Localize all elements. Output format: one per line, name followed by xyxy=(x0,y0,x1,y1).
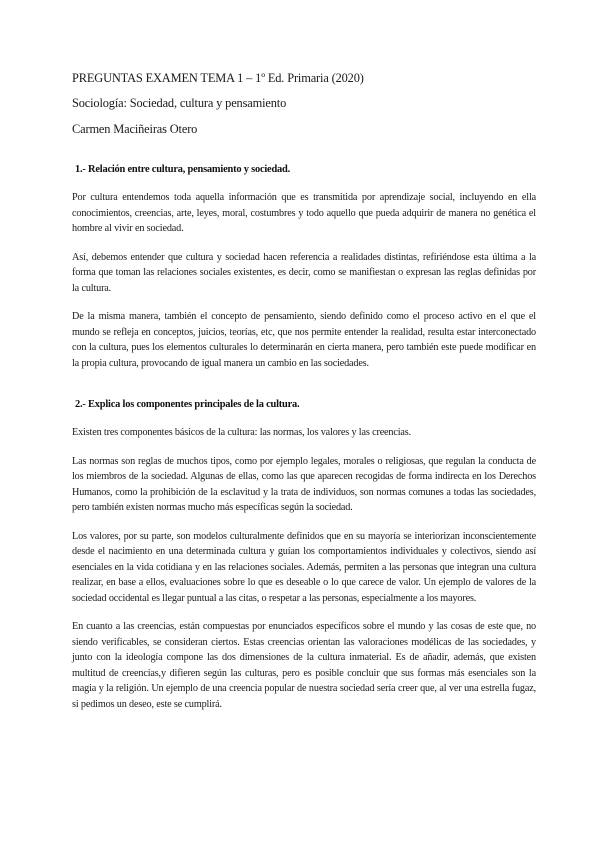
paragraph: Así, debemos entender que cultura y sociedad hacen referencia a realidades distintas, refiriéndose esta última a la forma que toman las relaciones sociales existentes, es decir, como se manifiestan o expresan las reglas definidas por la cultura. xyxy=(72,251,536,294)
paragraph: Los valores, por su parte, son modelos culturalmente definidos que en su mayoría se interiorizan inconscientemente desde el nacimiento en una determinada cultura y guían los comportamientos individuales y colectivos, siendo así esenciales en la vida cotidiana y en las relaciones sociales. Además, permiten a las personas que integran una cultura realizar, en base a ellos, evaluaciones sobre lo que es deseable o lo que carece de valor. Un ejemplo de valores de la sociedad occidental es llegar puntual a las citas, o respetar a las personas, especialmente a los mayores. xyxy=(72,530,536,604)
paragraph: De la misma manera, también el concepto de pensamiento, siendo definido como el proceso activo en el que el mundo se refleja en conceptos, juicios, teorías, etc, que nos permite entender la realidad, resulta estar interconectado con la cultura, pues los elementos culturales lo determinarán en cierta manera, pero también este puede modificar en la propia cultura, provocando de igual manera un cambio en las sociedades. xyxy=(72,311,536,369)
section-title-1: 1.- Relación entre cultura, pensamiento y sociedad. xyxy=(75,164,291,175)
paragraph: Las normas son reglas de muchos tipos, como por ejemplo legales, morales o religiosas, que regulan la conducta de los miembros de la sociedad. Algunas de ellas, como las que aparecen recogidas de forma indirecta en los Derechos Humanos, como la prohibición de la esclavitud y la trata de individuos, son normas comunes a todas las sociedades, pero también existen normas mucho más específicas según la sociedad. xyxy=(72,455,536,513)
author-name: Carmen Maciñeiras Otero xyxy=(72,122,198,136)
paragraph: Por cultura entendemos toda aquella información que es transmitida por aprendizaje social, incluyendo en ella conocimientos, creencias, arte, leyes, moral, costumbres y todo aquello que pueda adquirir de manera no genética el hombre al vivir en sociedad. xyxy=(72,192,536,234)
course-subtitle: Sociología: Sociedad, cultura y pensamiento xyxy=(72,96,287,110)
section-title-2: 2.- Explica los componentes principales de la cultura. xyxy=(75,399,300,410)
exam-title: PREGUNTAS EXAMEN TEMA 1 – 1º Ed. Primaria (2020) xyxy=(72,71,364,85)
paragraph: En cuanto a las creencias, están compuestas por enunciados específicos sobre el mundo y las cosas de este que, no siendo verificables, se consideran ciertos. Estas creencias orientan las valoraciones modélicas de las sociedades, y junto con la ideología compone las dos dimensiones de la cultura inmaterial. Es de añadir, además, que existen multitud de creencias,y difieren según las culturas, pero es posible concluir que sus formas más esenciales son la magia y la religión. Un ejemplo de una creencia popular de nuestra sociedad sería creer que, al ver una estrella fugaz, si pedimos un deseo, este se cumplirá. xyxy=(72,621,536,710)
document-body xyxy=(72,163,536,725)
paragraph: Existen tres componentes básicos de la cultura: las normas, los valores y las creencias. xyxy=(72,427,412,438)
